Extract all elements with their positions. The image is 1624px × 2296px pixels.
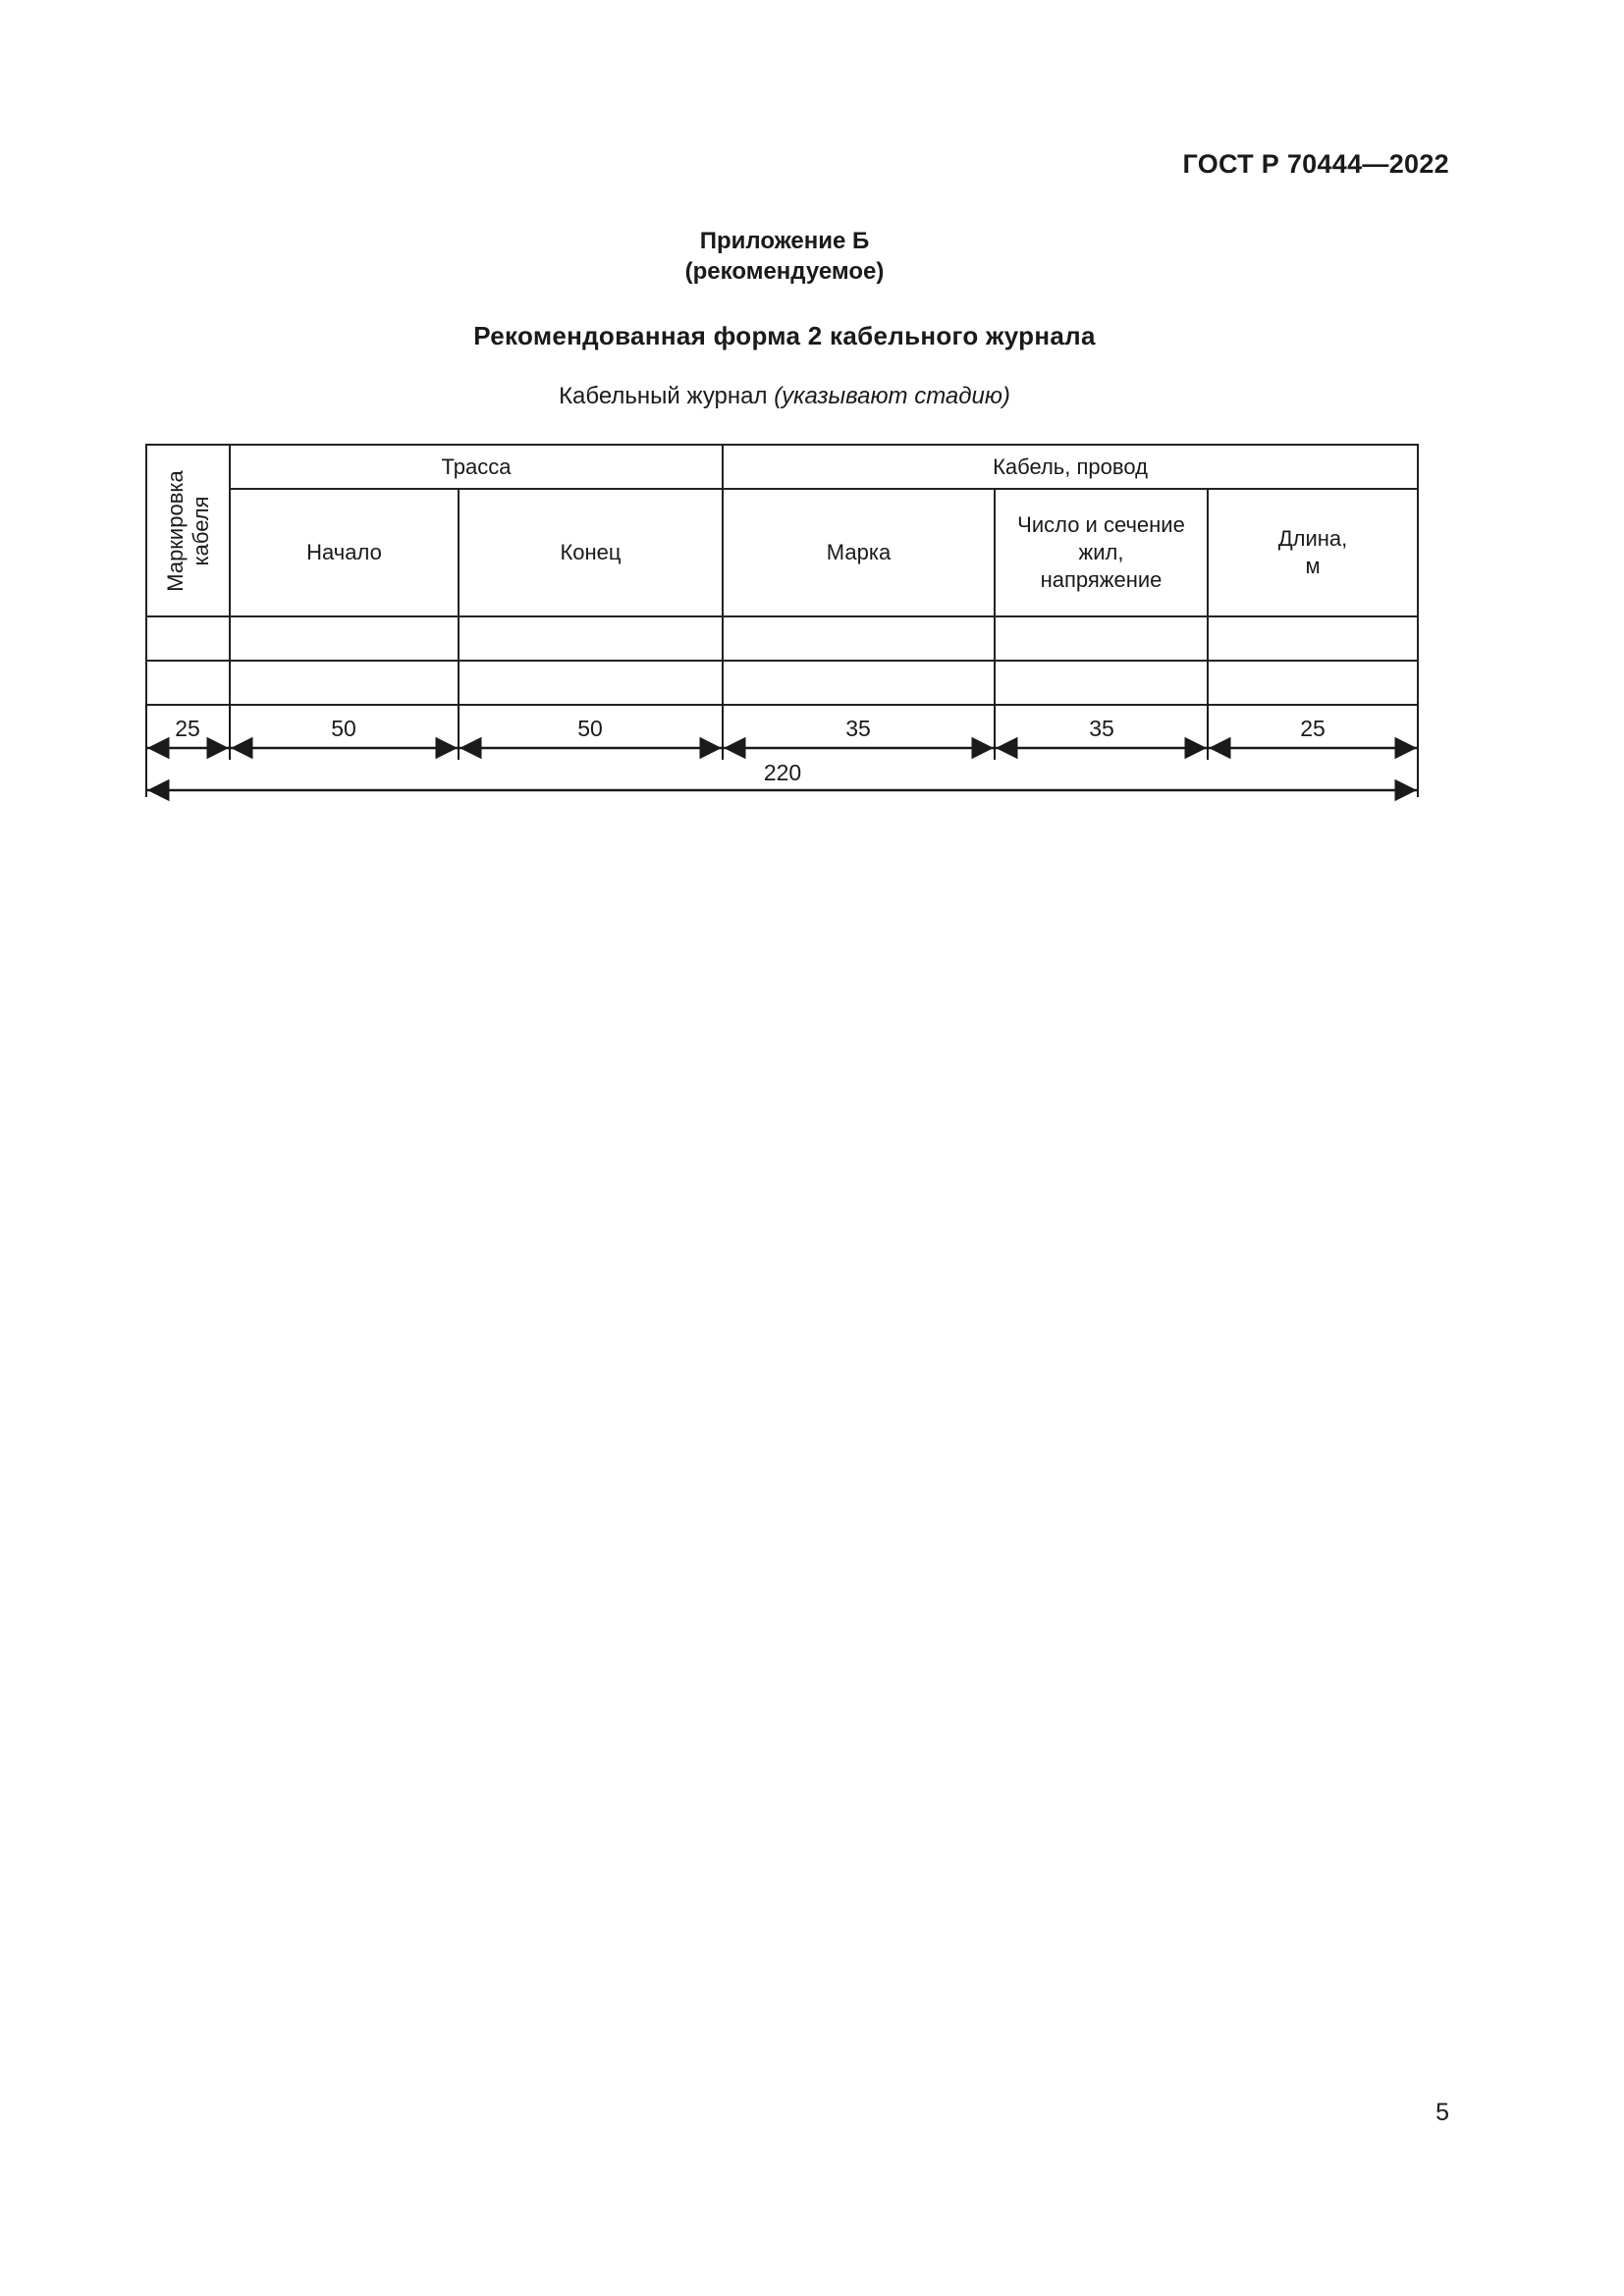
- header-marking-line1: Маркировка: [162, 469, 188, 592]
- page-number: 5: [1435, 2099, 1449, 2126]
- header-cores-line1: Число и сечение: [1017, 512, 1185, 537]
- caption-text: Кабельный журнал: [559, 383, 775, 409]
- form-title: Рекомендованная форма 2 кабельного журнала: [473, 321, 1096, 350]
- dimension-lines: [0, 0, 1624, 883]
- header-start: Начало: [230, 489, 459, 616]
- header-cores-line3: напряжение: [1040, 567, 1163, 592]
- caption-italic-note: (указывают стадию): [774, 383, 1010, 409]
- dim-total: 220: [763, 760, 802, 785]
- header-brand: Марка: [723, 489, 995, 616]
- dim-col4: 35: [845, 716, 871, 741]
- dim-col6: 25: [1300, 716, 1326, 741]
- header-marking-line2: кабеля: [188, 496, 213, 565]
- header-cable: Кабель, провод: [723, 445, 1418, 489]
- dim-col3: 50: [577, 716, 603, 741]
- header-route: Трасса: [230, 445, 723, 489]
- header-cores-line2: жил,: [1078, 540, 1124, 564]
- dim-col5: 35: [1089, 716, 1114, 741]
- document-code: ГОСТ Р 70444—2022: [1182, 149, 1449, 179]
- header-length-line2: м: [1305, 554, 1321, 578]
- dim-col2: 50: [331, 716, 356, 741]
- appendix-title: Приложение Б: [699, 228, 870, 254]
- header-length-line1: Длина,: [1277, 526, 1348, 551]
- header-end: Конец: [459, 489, 723, 616]
- dim-col1: 25: [175, 716, 200, 741]
- appendix-status: (рекомендуемое): [684, 258, 885, 285]
